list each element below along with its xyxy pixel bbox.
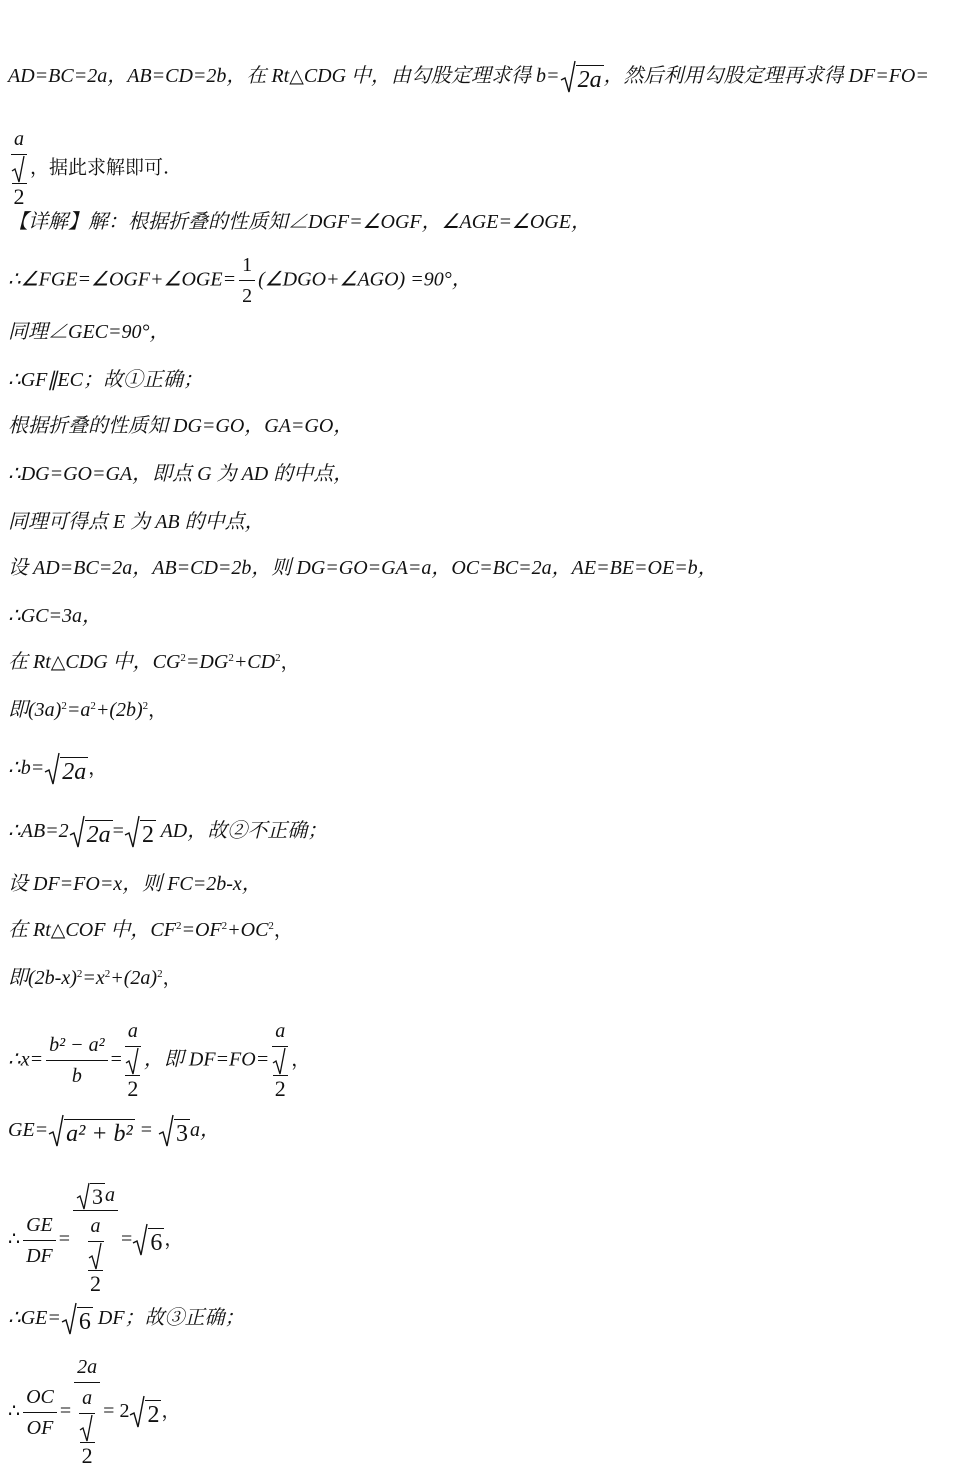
line1-part1: AD=BC=2a，AB=CD=2b，在 Rt (8, 65, 290, 87)
text-line-18: 即$(2b-x)^2=x^2+(2a)^2$， (8, 967, 182, 989)
fraction-a-over-sqrt2: $\frac{a}{2}$ (272, 1016, 288, 1105)
text-line-14: ∴b= 2a ， (8, 752, 107, 786)
text-line-19: ∴x= $\frac{\text{b² − a²}}{b}$ = $\frac{a}{2}$ ，即 DF=FO= $\frac{a}{2}$ ， (8, 1016, 310, 1105)
text-line-12: 在 Rt△CDG 中，$CG^2=DG^2+CD^2$， (8, 651, 300, 673)
sqrt-3: 3 (158, 1114, 190, 1148)
text-line-20: GE= a² + b² = 3 a， (8, 1114, 220, 1148)
text-line-3: 【详解】解：根据折叠的性质知∠DGF=∠OGF，∠AGE=∠OGE， (8, 211, 591, 233)
fraction-b2-minus-a2-over-b: $\frac{\text{b² − a²}}{b}$ (46, 1030, 108, 1091)
sqrt-2a: 2a (69, 815, 113, 849)
fraction-OC-over-OF: $\frac{OC}{OF}$ (23, 1382, 57, 1443)
fraction-GE-over-DF: $\frac{GE}{DF}$ (23, 1210, 56, 1271)
text-line-16: 设 DF=FO=x，则 FC=2b-x， (8, 873, 262, 895)
sqrt-a2-plus-b2: a² + b² (48, 1114, 135, 1148)
text-line-13: 即$(3a)^2=a^2+(2b)^2$， (8, 699, 168, 721)
sqrt-2: 2 (124, 815, 156, 849)
text-line-1 (8, 60, 929, 94)
text-line-15: ∴AB=2 2a = 2 AD，故②不正确； (8, 815, 327, 849)
sqrt-2a: 2a (560, 60, 604, 94)
sqrt-2: 2 (129, 1395, 161, 1429)
line1-part2: CDG 中，由勾股定理求得 b= (303, 65, 560, 87)
text-line-4: ∴∠FGE=∠OGF+∠OGE= $\frac{1}{2}$ (∠DGO+∠AGO) =90°， (8, 250, 472, 311)
line2-tail: ，据此求解即可. (30, 156, 170, 179)
text-line-7: 根据折叠的性质知 DG=GO，GA=GO， (8, 415, 354, 437)
sqrt-2a: 2a (44, 752, 88, 786)
fraction-a-over-sqrt2: $\frac{a}{2}$ (11, 124, 27, 213)
text-line-17: 在 Rt△COF 中，$CF^2=OF^2+OC^2$， (8, 919, 293, 941)
fraction-a-over-sqrt2: $\frac{a}{2}$ (125, 1016, 141, 1105)
text-line-11: ∴GC=3a， (8, 605, 103, 627)
sqrt-6: 6 (132, 1223, 164, 1257)
fraction-sqrt3a-over-a-over-sqrt2: 3 a $\frac{a}{2}$ (73, 1180, 118, 1300)
text-line-5: 同理∠GEC=90°， (8, 321, 170, 343)
text-line-8: ∴DG=GO=GA，即点 G 为 AD 的中点， (8, 463, 354, 485)
fraction-2a-over-a-over-sqrt2: $\frac{2a}{\frac{a}{2}}$ (74, 1352, 100, 1472)
text-line-2 (8, 124, 169, 213)
sqrt-6: 6 (61, 1302, 93, 1336)
text-line-22: ∴GE= 6 DF；故③正确； (8, 1302, 245, 1336)
fraction-one-half: $\frac{1}{2}$ (239, 250, 255, 311)
text-line-10: 设 AD=BC=2a，AB=CD=2b，则 DG=GO=GA=a，OC=BC=2a，AE=BE=OE=b， (8, 557, 718, 579)
triangle-symbol: △ (289, 65, 304, 87)
text-line-6: ∴GF∥EC；故①正确； (8, 369, 203, 391)
line1-part3: ，然后利用勾股定理再求得 DF=FO= (603, 65, 929, 87)
text-line-23: ∴ $\frac{OC}{OF}$ = $\frac{2a}{\frac{a}{2}}$ = 2 2 ， (8, 1352, 180, 1472)
text-line-21: ∴ $\frac{GE}{DF}$ = 3 a $\frac{a}{2}$ = 6 ， (8, 1180, 183, 1300)
text-line-9: 同理可得点 E 为 AB 的中点， (8, 511, 265, 533)
